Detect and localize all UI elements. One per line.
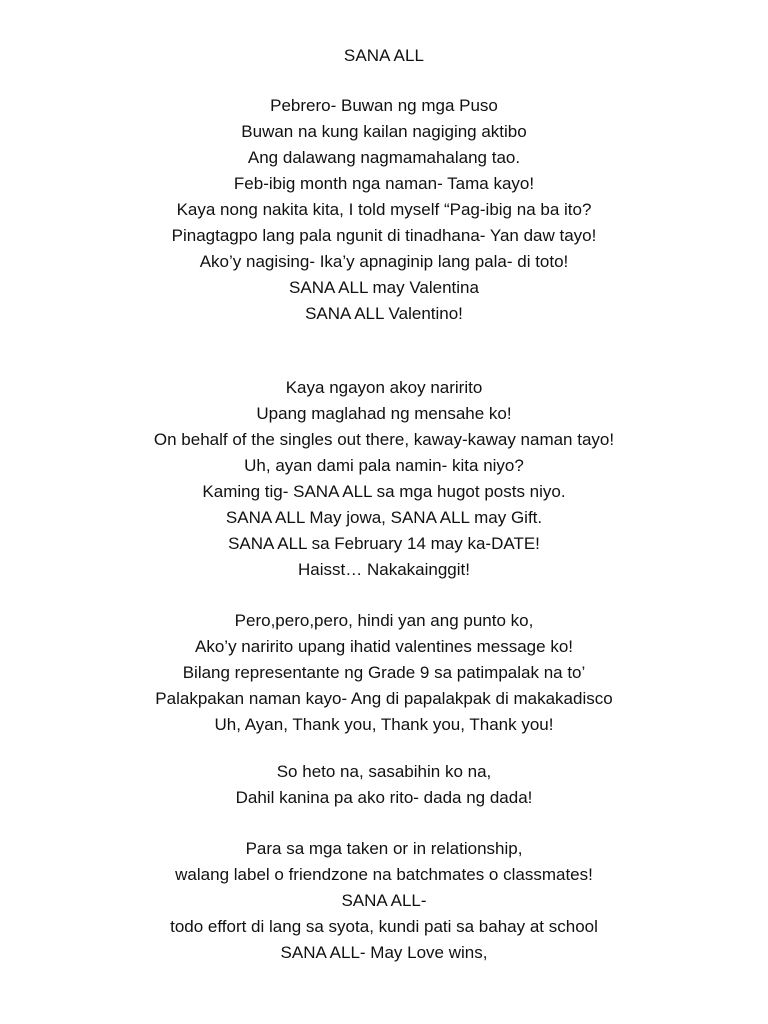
poem-line: todo effort di lang sa syota, kundi pati sa bahay at school xyxy=(170,917,598,936)
poem-line: SANA ALL Valentino! xyxy=(305,304,463,323)
poem-line: Buwan na kung kailan nagiging aktibo xyxy=(241,122,527,141)
poem-line: Ako’y nagising- Ika’y apnaginip lang pala- di toto! xyxy=(199,252,569,271)
poem-line: On behalf of the singles out there, kaway-kaway naman tayo! xyxy=(153,430,615,449)
poem-line: Kaming tig- SANA ALL sa mga hugot posts niyo. xyxy=(202,482,566,501)
poem-line: Dahil kanina pa ako rito- dada ng dada! xyxy=(235,788,533,807)
stanza-3 xyxy=(0,608,768,738)
poem-line: SANA ALL sa February 14 may ka-DATE! xyxy=(228,534,540,553)
poem-line: Palakpakan naman kayo- Ang di papalakpak di makakadisco xyxy=(155,689,613,708)
poem-line: Ako’y naririto upang ihatid valentines message ko! xyxy=(195,637,573,656)
poem-line: Bilang representante ng Grade 9 sa patimpalak na to’ xyxy=(182,663,586,682)
poem-title: SANA ALL xyxy=(343,46,425,65)
poem-line: Uh, ayan dami pala namin- kita niyo? xyxy=(244,456,524,475)
poem-line: Uh, Ayan, Thank you, Thank you, Thank you! xyxy=(214,715,554,734)
poem-line: Haisst… Nakakainggit! xyxy=(298,560,470,579)
poem-line: Pero,pero,pero, hindi yan ang punto ko, xyxy=(234,611,534,630)
stanza-4 xyxy=(0,759,768,811)
poem-line: walang label o friendzone na batchmates o classmates! xyxy=(175,865,593,884)
poem-line: SANA ALL May jowa, SANA ALL may Gift. xyxy=(225,508,543,527)
poem-line: Ang dalawang nagmamahalang tao. xyxy=(247,148,521,167)
poem-line: Upang maglahad ng mensahe ko! xyxy=(256,404,512,423)
poem-line: Pinagtagpo lang pala ngunit di tinadhana- Yan daw tayo! xyxy=(171,226,597,245)
poem-line: Para sa mga taken or in relationship, xyxy=(245,839,523,858)
stanza-5 xyxy=(0,836,768,966)
stanza-2 xyxy=(0,375,768,583)
poem-line: So heto na, sasabihin ko na, xyxy=(276,762,492,781)
poem-line: Pebrero- Buwan ng mga Puso xyxy=(270,96,498,115)
poem-line: Feb-ibig month nga naman- Tama kayo! xyxy=(233,174,535,193)
poem-line: SANA ALL- xyxy=(341,891,427,910)
poem-line: Kaya nong nakita kita, I told myself “Pag-ibig na ba ito? xyxy=(176,200,592,219)
stanza-1 xyxy=(0,93,768,327)
poem-line: Kaya ngayon akoy naririto xyxy=(285,378,483,397)
poem-line: SANA ALL may Valentina xyxy=(289,278,479,297)
poem-line: SANA ALL- May Love wins, xyxy=(280,943,488,962)
